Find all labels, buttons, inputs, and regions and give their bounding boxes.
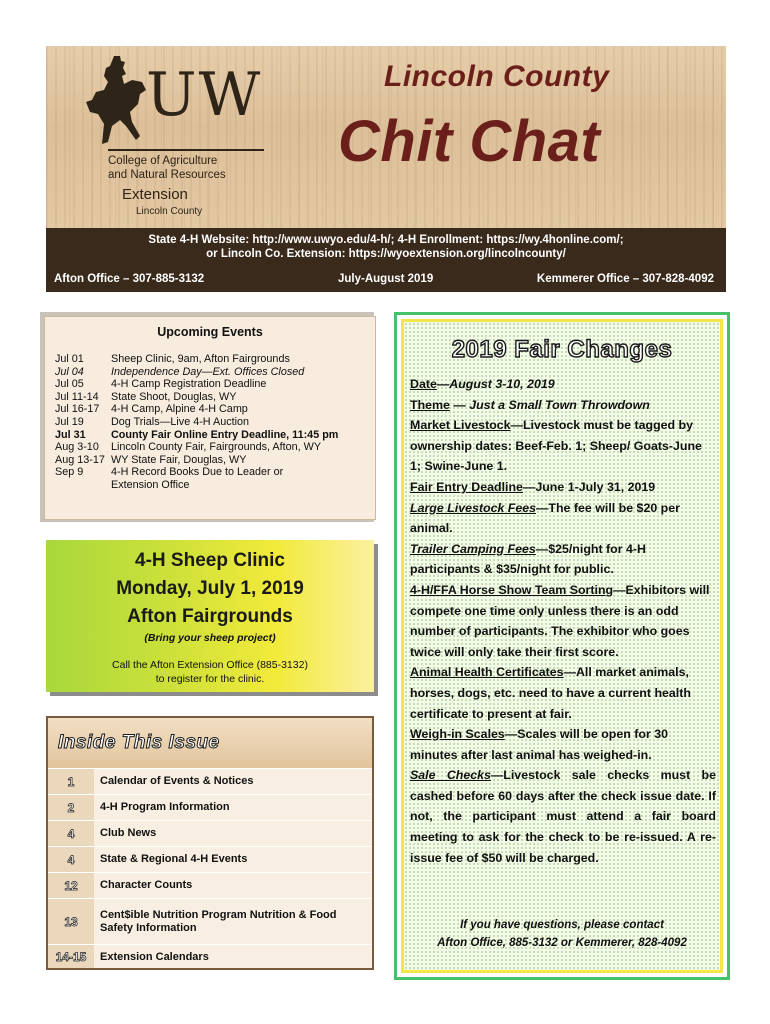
fair-market-item — [410, 415, 716, 477]
toc-row — [48, 768, 372, 794]
toc-page: 4 — [48, 821, 94, 846]
event-date: Jul 11-14 — [55, 390, 99, 403]
newsletter-title: Chit Chat — [338, 109, 601, 174]
fair-market-label: Market Livestock — [410, 418, 511, 433]
toc-page: 13 — [48, 899, 94, 944]
fair-date-text: —August 3-10, 2019 — [436, 377, 555, 391]
fair-large-text: —The fee will be $20 per animal. — [410, 500, 680, 536]
logo-extension: Extension — [122, 186, 188, 203]
fair-horse-text: —Exhibitors will compete one time only unless there is an odd number of participants. The exhibitor who goes twice will only take their first score. — [410, 582, 710, 659]
toc-page: 12 — [48, 873, 94, 898]
fair-health-item — [410, 662, 716, 724]
event-date: Jul 05 — [55, 378, 84, 391]
clinic-location: Afton Fairgrounds — [127, 606, 293, 627]
fair-contact — [404, 916, 720, 952]
inside-this-issue-box — [46, 716, 374, 970]
fair-theme-label: Theme — [410, 397, 450, 412]
toc-text: Calendar of Events & Notices — [94, 769, 372, 794]
info-band — [46, 228, 726, 292]
clinic-title: 4-H Sheep Clinic — [135, 550, 285, 571]
fair-contact-line1: If you have questions, please contact — [460, 919, 664, 931]
event-text: Independence Day—Ext. Offices Closed — [111, 365, 305, 378]
fair-horse-item — [410, 580, 716, 662]
clinic-call-line2: to register for the clinic. — [155, 673, 265, 685]
toc-text: Cent$ible Nutrition Program Nutrition & Food Safety Information — [94, 899, 372, 944]
fair-camping-item — [410, 539, 716, 580]
toc-row — [48, 846, 372, 872]
event-text: County Fair Online Entry Deadline, 11:45 pm — [111, 428, 339, 441]
event-date: Jul 31 — [55, 428, 86, 441]
kemmerer-office-phone: Kemmerer Office – 307-828-4092 — [536, 273, 714, 285]
event-text: Dog Trials—Live 4-H Auction — [111, 416, 250, 428]
fair-market-text: —Livestock must be tagged by ownership dates: Beef-Feb. 1; Sheep/ Goats-June 1; Swine-June 1. — [410, 418, 702, 474]
fair-sale-label: Sale Checks — [410, 768, 491, 783]
fair-camping-text: —$25/night for 4-H participants & $35/night for public. — [410, 541, 646, 577]
fair-changes-inner — [401, 319, 723, 973]
fair-entry-label: Fair Entry Deadline — [410, 479, 523, 494]
event-text: Lincoln County Fair, Fairgrounds, Afton, WY — [111, 441, 322, 454]
toc-row — [48, 872, 372, 898]
toc-row — [48, 898, 372, 944]
fair-sale-text: —Livestock sale checks must be cashed before 60 days after the check issue date. If not, the participant must attend a fair board meeting to ask for the check to be re-issued. A re-issue fee of $50 will be charged. — [410, 768, 716, 865]
sheep-clinic-box — [46, 540, 374, 692]
upcoming-events-box — [44, 316, 376, 520]
websites-line: State 4-H Website: http://www.uwyo.edu/4-h/; 4-H Enrollment: https://wy.4honline.com/; — [148, 234, 624, 246]
toc-page: 2 — [48, 795, 94, 820]
event-date: Sep 9 — [55, 466, 84, 479]
toc-text: Character Counts — [94, 873, 372, 898]
afton-office-phone: Afton Office – 307-885-3132 — [54, 273, 205, 285]
toc-row — [48, 820, 372, 846]
fair-date-label: Date — [410, 377, 437, 391]
logo-college: College of Agriculture and Natural Resources — [108, 155, 226, 181]
toc-row — [48, 944, 372, 968]
toc-text: 4-H Program Information — [94, 795, 372, 820]
logo-divider — [108, 149, 264, 151]
fair-contact-line2: Afton Office, 885-3132 or Kemmerer, 828-4092 — [437, 937, 687, 949]
clinic-registration — [46, 658, 374, 686]
fair-entry-item — [410, 477, 716, 498]
toc-page: 1 — [48, 769, 94, 794]
toc-row — [48, 794, 372, 820]
clinic-date: Monday, July 1, 2019 — [116, 578, 304, 599]
fair-health-text: —All market animals, horses, dogs, etc. need to have a current health certificate to present at fair. — [410, 665, 691, 721]
fair-changes-body — [410, 374, 716, 868]
toc-text: State & Regional 4-H Events — [94, 847, 372, 872]
toc-text: Club News — [94, 821, 372, 846]
event-text: WY State Fair, Douglas, WY — [111, 453, 247, 466]
masthead — [46, 46, 726, 228]
logo-letters: UW — [146, 60, 263, 130]
clinic-note: (Bring your sheep project) — [144, 632, 276, 644]
fair-weigh-label: Weigh-in Scales — [410, 727, 505, 742]
fair-weigh-item — [410, 724, 716, 765]
fair-sale-item — [410, 765, 716, 868]
toc-page: 4 — [48, 847, 94, 872]
masthead-county: Lincoln County — [384, 60, 610, 93]
fair-large-item — [410, 498, 716, 539]
event-date: Aug 3-10 — [55, 441, 99, 454]
fair-changes-title: 2019 Fair Changes — [451, 336, 673, 363]
event-date: Aug 13-17 — [55, 453, 105, 466]
fair-horse-label: 4-H/FFA Horse Show Team Sorting — [410, 582, 614, 597]
inside-header — [48, 718, 372, 768]
event-text: 4-H Camp, Alpine 4-H Camp — [111, 403, 248, 416]
fair-entry-text: —June 1-July 31, 2019 — [522, 479, 656, 494]
inside-title: Inside This Issue — [58, 732, 220, 753]
event-text: Sheep Clinic, 9am, Afton Fairgrounds — [111, 353, 290, 365]
fair-theme-text: — Just a Small Town Throwdown — [449, 397, 650, 412]
issue-date: July-August 2019 — [338, 273, 434, 285]
fair-date-item — [410, 374, 716, 395]
event-date: Jul 01 — [55, 353, 84, 365]
event-text: Extension Office — [111, 479, 190, 491]
extension-website-line: or Lincoln Co. Extension: https://wyoextension.org/lincolncounty/ — [206, 248, 566, 260]
fair-changes-box — [394, 312, 730, 980]
toc-page: 14-15 — [48, 945, 94, 968]
bucking-horse-rider-icon — [84, 52, 148, 162]
fair-large-label: Large Livestock Fees — [410, 500, 537, 515]
toc-text: Extension Calendars — [94, 945, 372, 968]
events-title: Upcoming Events — [157, 325, 263, 339]
fair-health-label: Animal Health Certificates — [410, 665, 564, 680]
logo-county: Lincoln County — [136, 206, 203, 217]
clinic-call-line1: Call the Afton Extension Office (885-3132) — [112, 659, 308, 671]
fair-theme-item — [410, 395, 716, 416]
event-date: Jul 16-17 — [55, 403, 100, 416]
event-text: State Shoot, Douglas, WY — [111, 390, 237, 403]
fair-camping-label: Trailer Camping Fees — [410, 541, 536, 556]
event-text: 4-H Record Books Due to Leader or — [111, 466, 284, 479]
event-text: 4-H Camp Registration Deadline — [111, 378, 267, 391]
event-date: Jul 19 — [55, 416, 84, 428]
event-date: Jul 04 — [55, 365, 84, 378]
fair-weigh-text: —Scales will be open for 30 minutes after last animal has weighed-in. — [410, 727, 668, 762]
